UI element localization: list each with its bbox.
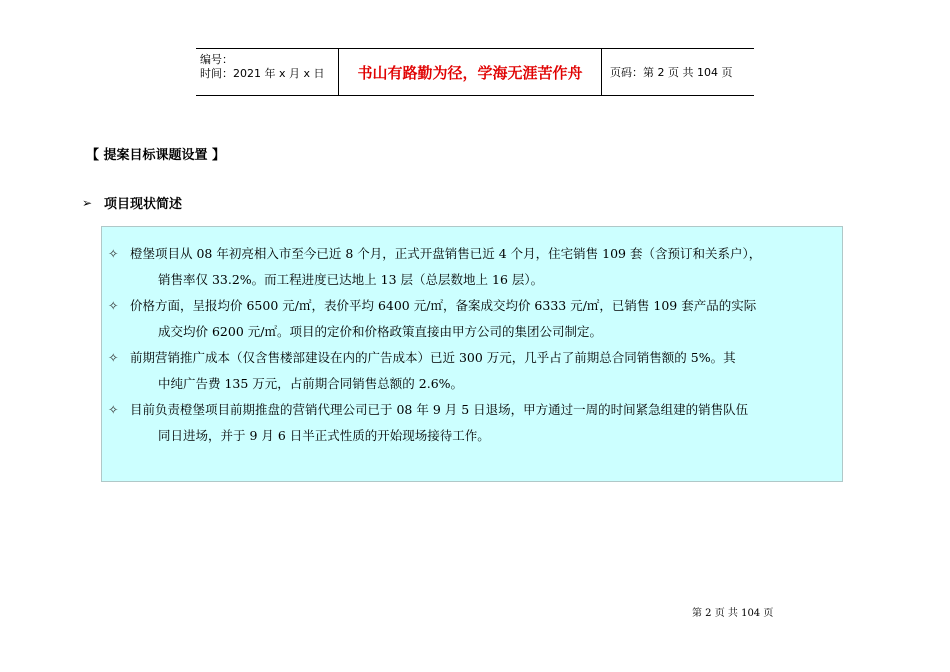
item-text-line1: 目前负责橙堡项目前期推盘的营销代理公司已于 08 年 9 月 5 日退场，甲方通过一周的时间紧急组建的销售队伍 (130, 402, 749, 417)
header-left-cell (196, 49, 338, 95)
subsection-heading (82, 193, 182, 212)
list-item (108, 293, 834, 345)
diamond-bullet-icon: ✧ (108, 402, 119, 417)
content-box (101, 226, 843, 482)
item-text-line1: 价格方面，呈报均价 6500 元/㎡，表价平均 6400 元/㎡，备案成交均价 6333 元/㎡，已销售 109 套产品的实际 (130, 298, 757, 313)
page-header (196, 48, 754, 96)
item-text-line1: 前期营销推广成本（仅含售楼部建设在内的广告成本）已近 300 万元，几乎占了前期总合同销售额的 5%。其 (130, 350, 736, 365)
diamond-bullet-icon: ✧ (108, 246, 119, 261)
list-item (108, 397, 834, 449)
header-page-info: 页码：第 2 页 共 104 页 (610, 66, 733, 79)
item-text-line2: 成交均价 6200 元/㎡。项目的定价和价格政策直接由甲方公司的集团公司制定。 (158, 324, 602, 339)
list-item (108, 345, 834, 397)
list-item (108, 241, 834, 293)
item-text-line2: 销售率仅 33.2%。而工程进度已达地上 13 层（总层数地上 16 层）。 (158, 272, 544, 287)
page-footer: 第 2 页 共 104 页 (692, 608, 774, 619)
section-title: 【 提案目标课题设置 】 (86, 148, 226, 163)
arrow-bullet-icon: ➢ (82, 195, 93, 210)
item-text-line2: 中纯广告费 135 万元，占前期合同销售总额的 2.6%。 (158, 376, 464, 391)
subsection-title: 项目现状简述 (104, 197, 183, 212)
item-text-line2: 同日进场，并于 9 月 6 日半正式性质的开始现场接待工作。 (158, 428, 490, 443)
diamond-bullet-icon: ✧ (108, 350, 119, 365)
header-motto: 书山有路勤为径，学海无涯苦作舟 (338, 49, 602, 95)
number-label: 编号： (200, 53, 233, 66)
item-text-line1: 橙堡项目从 08 年初亮相入市至今已近 8 个月，正式开盘销售已近 4 个月，住宅销售 109 套（含预订和关系户）， (130, 246, 762, 261)
time-label: 时间：2021 年 x 月 x 日 (200, 67, 325, 80)
diamond-bullet-icon: ✧ (108, 298, 119, 313)
